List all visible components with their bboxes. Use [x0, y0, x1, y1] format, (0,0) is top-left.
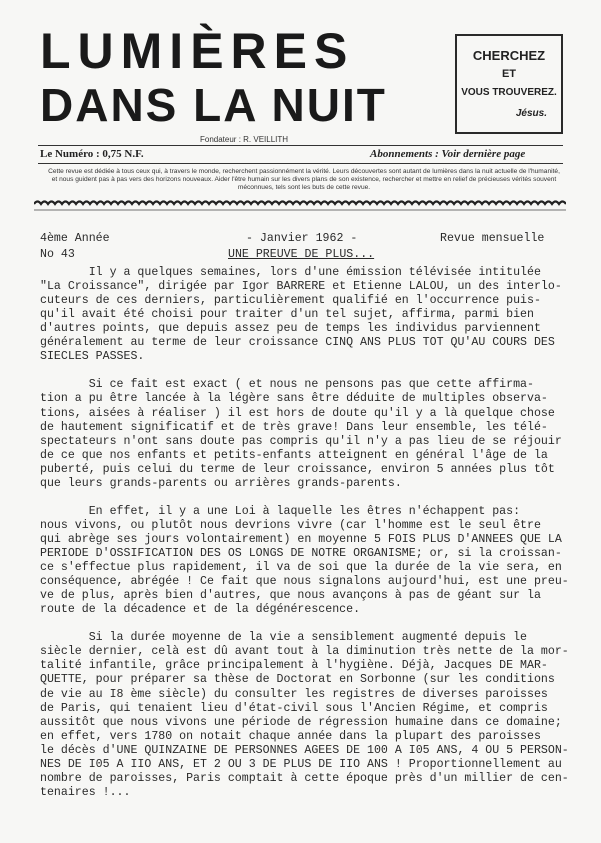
issue-date: - Janvier 1962 - — [246, 232, 358, 245]
body-line: siècle dernier, celà est dû avant tout à la diminution très nette de la mor- — [40, 645, 569, 659]
body-line: puberté, puis celui du terme de leur croissance, environ 5 années plus tôt — [40, 462, 555, 476]
issue-periodicity: Revue mensuelle — [440, 232, 545, 245]
body-line: cuteurs de ces derniers, particulièrement qualifié en l'occurrence puis- — [40, 294, 541, 308]
body-line: que leurs grands-parents ou arrières grands-parents. — [40, 476, 402, 490]
motto-line1: CHERCHEZ — [472, 48, 546, 63]
body-line: qui abrège ses jours volontairement) en moyenne 5 FOIS PLUS D'ANNEES QUE LA — [40, 532, 562, 546]
body-line: En effet, il y a une Loi à laquelle les êtres n'échappent pas: — [40, 504, 521, 518]
mission-statement: Cette revue est dédiée à tous ceux qui, à travers le monde, recherchent passionnément la vérité. Leurs découvertes sont autant de lumières dans la nuit actuelle de l'humanité, et nous guident pas à pas vers des horizons nouveaux. Aider l'être humain sur les divers plans de son existence, rechercher et mettre en relief de précieuses vérités souvent méconnues, tels sont les buts de cette revue. — [48, 168, 560, 191]
motto-box — [455, 34, 563, 134]
body-line: tion a pu être lancée à la légère sans être déduite de multiples observa- — [40, 392, 548, 406]
body-line: SIECLES PASSES. — [40, 350, 145, 364]
motto-line2: ET — [501, 68, 517, 80]
body-line: d'autres points, que depuis assez peu de temps les individus parviennent — [40, 322, 541, 336]
body-line: le décès d'UNE QUINZAINE DE PERSONNES AGEES DE 100 A I05 ANS, 4 OU 5 PERSON- — [40, 743, 569, 757]
body-line: aussitôt que nous vivons une période de régression humaine dans ce domaine; — [40, 715, 562, 729]
body-line: spectateurs n'ont sans doute pas compris qu'il n'y a pas lieu de se réjouir — [40, 434, 562, 448]
body-line: QUETTE, pour préparer sa thèse de Doctorat en Sorbonne (sur les conditions — [40, 673, 555, 687]
body-line: de vie au I8 ème siècle) du consulter les registres de diverses paroisses — [40, 687, 548, 701]
motto-attribution: Jésus. — [515, 108, 547, 119]
body-line: ve de plus, après bien d'autres, que nous avançons à pas de géant sur la — [40, 589, 541, 603]
body-line: talité infantile, grâce principalement à l'hygiène. Déjà, Jacques DE MAR- — [40, 659, 548, 673]
body-line: ce s'effectue plus rapidement, il va de soi que la durée de la vie sera, en — [40, 561, 562, 575]
founder-credit: Fondateur : R. VEILLITH — [200, 135, 289, 144]
body-line: PERIODE D'OSSIFICATION DES OS LONGS DE NOTRE ORGANISME; or, si la croissan- — [40, 547, 562, 560]
masthead-title-line1: LUMIÈRES — [40, 23, 355, 79]
body-line: tions, aisées à réaliser ) il est hors de doute qu'il y a là quelque chose — [40, 406, 555, 420]
issue-price: Le Numéro : 0,75 N.F. — [40, 148, 144, 160]
body-line: généralement au terme de leur croissance CINQ ANS PLUS TOT QU'AU COURS DES — [40, 336, 555, 350]
body-line: Il y a quelques semaines, lors d'une émission télévisée intitulée — [40, 266, 541, 279]
issue-number: No 43 — [40, 248, 75, 261]
issue-year: 4ème Année — [40, 232, 110, 245]
body-line: nous vivons, ou plutôt nous devrions vivre (car l'homme est le seul être — [40, 518, 541, 532]
body-line: NES DE I05 A IIO ANS, ET 2 OU 3 DE PLUS DE IIO ANS ! Proportionnellement au — [40, 757, 562, 771]
divider-top — [38, 145, 563, 146]
body-line: de hautement significatif et de très grave! Dans leur ensemble, les télé- — [40, 420, 548, 434]
body-line: nombre de paroisses, Paris comptait à cette époque près d'un millier de cen- — [40, 771, 569, 785]
body-line: en effet, vers 1780 on notait chaque année dans la plupart des paroisses — [40, 729, 541, 743]
body-line: de Paris, qui tenaient lieu d'état-civil sous l'Ancien Régime, et compris — [40, 701, 548, 715]
body-line: Si ce fait est exact ( et nous ne pensons pas que cette affirma- — [40, 378, 534, 392]
body-line: "La Croissance", dirigée par Igor BARRERE et Etienne LALOU, un des interlo- — [40, 280, 562, 294]
motto-line3: VOUS TROUVEREZ. — [461, 87, 557, 98]
body-line: tenaires !... — [40, 785, 131, 799]
body-line: route de la décadence et de la dégénérescence. — [40, 603, 361, 617]
article-title: UNE PREUVE DE PLUS... — [228, 248, 375, 261]
body-line: Si la durée moyenne de la vie a sensiblement augmenté depuis le — [40, 631, 528, 645]
wavy-divider — [34, 198, 566, 212]
body-line: conséquence, abrégée ! Ce fait que nous signalons aujourd'hui, est une preu- — [40, 575, 569, 589]
body-line: de ce que nos enfants et petits-enfants atteignent en général l'âge de la — [40, 448, 548, 462]
masthead-title-line2: DANS LA NUIT — [40, 79, 387, 131]
body-line: qu'il avait été choisi pour traiter d'un tel sujet, affirma, parmi bien — [40, 308, 534, 322]
subscription-note: Abonnements : Voir dernière page — [370, 148, 526, 160]
divider-middle — [38, 163, 563, 164]
